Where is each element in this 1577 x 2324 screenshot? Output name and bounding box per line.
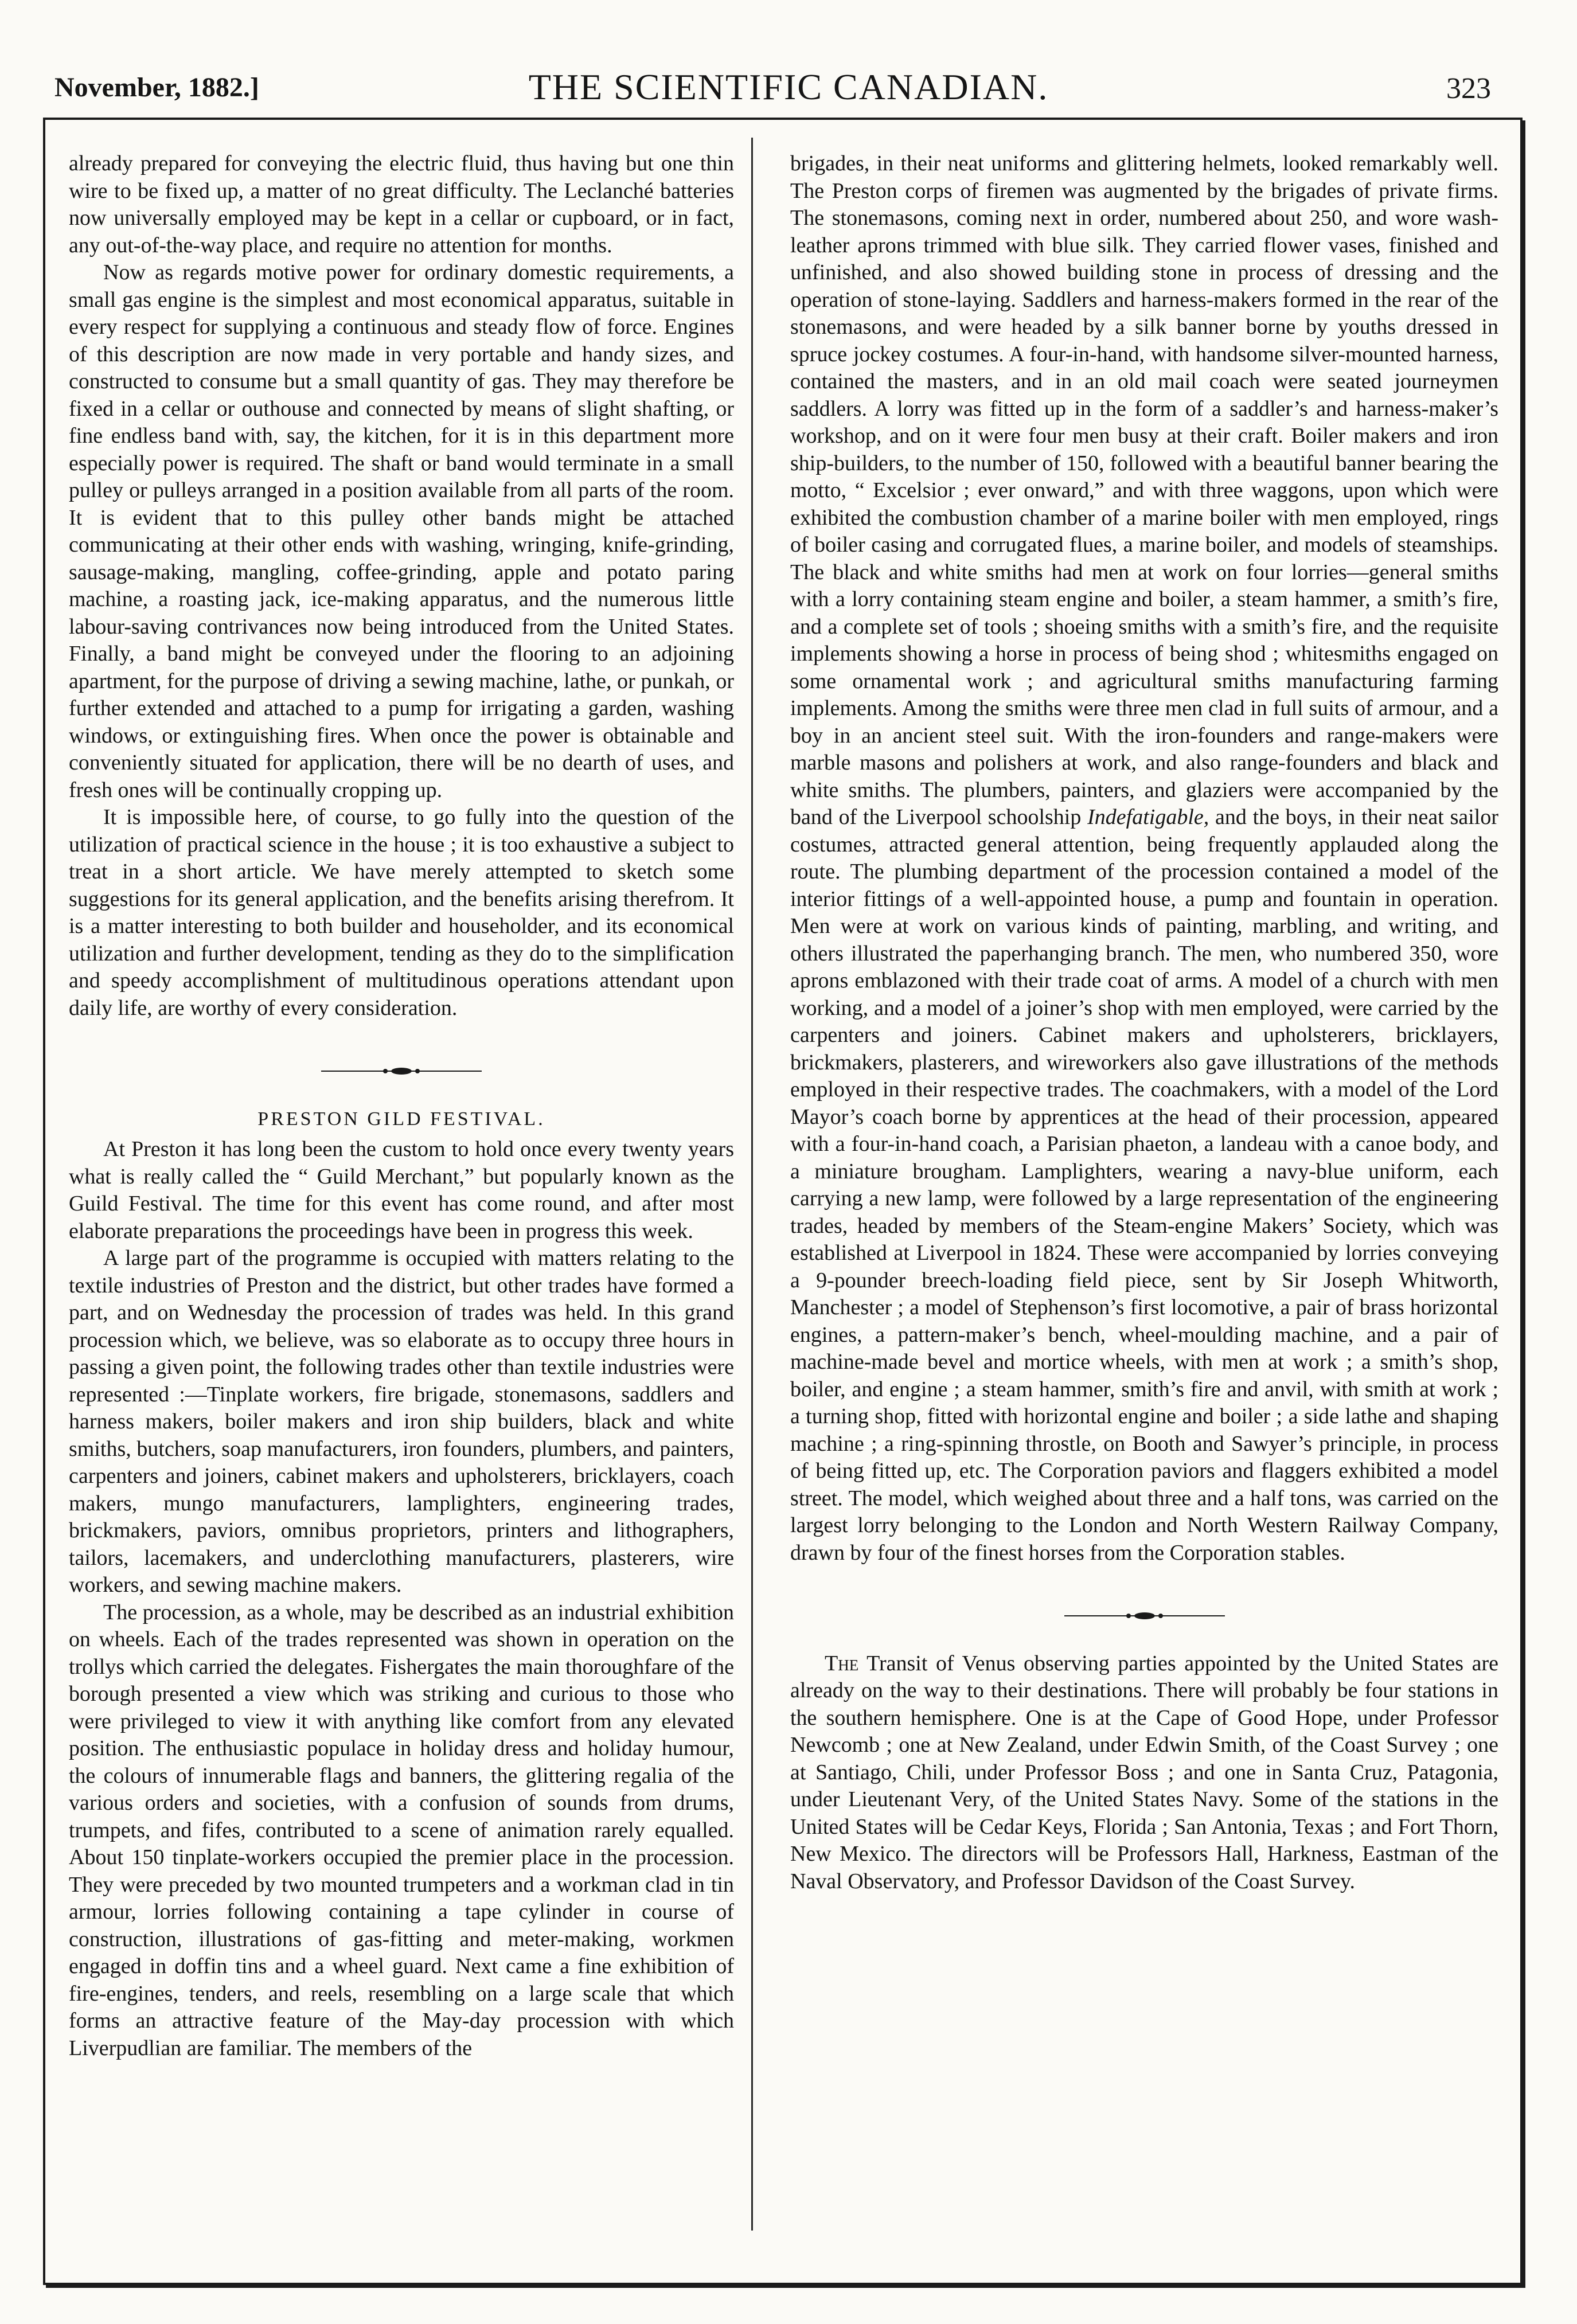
left-column [69,150,734,2062]
article-paragraph: already prepared for conveying the electric fluid, thus having but one thin wire to be fixed up, a matter of no great difficulty. The Leclanché batteries now universally employed may be kept in a cellar or cupboard, or in fact, any out-of-the-way place, and require no attention for months. [69,151,734,257]
section-ornament [69,1055,734,1083]
article-paragraph: At Preston it has long been the custom to hold once every twenty years what is really called the “ Guild Merchant,” but popularly known as the Guild Festival. The time for this event has come round, and after most elaborate preparations the proceedings have been in progress this week. [69,1137,734,1243]
article-paragraph [790,150,1498,1567]
running-head [34,54,1543,112]
news-item-transit-of-venus [790,1650,1498,1896]
section-ornament [790,1600,1498,1627]
article-paragraph: The procession, as a whole, may be described as an industrial exhibition on wheels. Each of the trades represented was shown in operation on the trollys which carried the delegates. Fishergates the main thoroughfare of the borough presented a view which was striking and curious to those who were privileged to view it with anything like comfort from any elevated position. The enthusiastic populace in holiday dress and holiday humour, the colours of innumerable flags and banners, the glittering regalia of the various orders and societies, with a confusion of sounds from drums, trumpets, and fifes, contributed to a scene of animation rarely equalled. About 150 tinplate-workers occupied the premier place in the procession. They were preceded by two mounted trumpeters and a workman clad in tin armour, lorries following containing a tape cylinder in course of construction, illustrations of gas-fitting and meter-making, workmen engaged in doffin tins and a wheel guard. Next came a fine exhibition of fire-engines, tenders, and reels, resembling on a large scale that which forms an attractive feature of the May-day procession with which Liverpudlian are familiar. The members of the [69,1600,734,2060]
column-divider [751,138,753,2231]
ornament-rule-icon [1064,1612,1225,1620]
article-paragraph: Now as regards motive power for ordinary domestic requirements, a small gas engine is the simplest and most economical apparatus, suitable in every respect for supplying a continuous and steady flow of force. Engines of this description are now made in very portable and handy sizes, and constructed to consume but a small quantity of gas. They may therefore be fixed in a cellar or outhouse and connected by means of slight shafting, or fine endless band with, say, the kitchen, for it is in this department more especially power is required. The shaft or band would terminate in a small pulley or pulleys arranged in a position available from all parts of the room. It is evident that to this pulley other bands might be attached communicating at their other ends with washing, wringing, knife-grinding, sausage-making, mangling, coffee-grinding, apple and potato paring machine, a roasting jack, ice-making apparatus, and the numerous little labour-saving contrivances now being introduced from the United States. Finally, a band might be conveyed under the flooring to an adjoining apartment, for the purpose of driving a sewing machine, lathe, or punkah, or further extended and attached to a pump for irrigating a garden, washing windows, or extinguishing fires. When once the power is obtainable and conveniently situated for application, there will be no dearth of uses, and fresh ones will be continually cropping up. [69,260,734,802]
article-paragraph: A large part of the programme is occupied with matters relating to the textile industries of Preston and the district, but other trades have formed a part, and on Wednesday the procession of trades was held. In this grand procession which, we believe, was so elaborate as to occupy three hours in passing a given point, the following trades other than textile industries were represented :—Tinplate workers, fire brigade, stonemasons, saddlers and harness makers, boiler makers and iron ship builders, black and white smiths, butchers, soap manufacturers, iron founders, plumbers, and painters, carpenters and joiners, cabinet makers and upholsterers, bricklayers, coach makers, mungo manufacturers, lamplighters, engineering trades, brickmakers, paviors, omnibus proprietors, printers and lithographers, tailors, lacemakers, and underclothing manufacturers, plasterers, wire workers, and sewing machine makers. [69,1246,734,1597]
lead-word: The [825,1651,859,1675]
article-title: PRESTON GILD FESTIVAL. [257,1108,545,1130]
article-paragraph: It is impossible here, of course, to go fully into the question of the utilization of practical science in the house ; it is too exhaustive a subject to treat in a short article. We have merely attempted to sketch some suggestions for its general application, and the benefits arising therefrom. It is a matter interesting to both builder and householder, and its economical utilization and further development, tending as they do to the simplification and speedy accomplishment of multitudinous operations attendant upon daily life, are worthy of every consideration. [69,805,734,1020]
issue-date: November, 1882.] [54,72,259,103]
paragraph-text: brigades, in their neat uniforms and glittering helmets, looked remarkably well. The Preston corps of firemen was augmented by the brigades of private firms. The stonemasons, coming next in order, numbered about 250, and wore wash-leather aprons trimmed with blue silk. They carried flower vases, finished and unfinished, and also showed building stone in process of dressing and the operation of stone-laying. Saddlers and harness-makers formed in the rear of the stonemasons, and were headed by a silk banner borne by youths dressed in spruce jockey costumes. A four-in-hand, with handsome silver-mounted harness, contained the masters, and in an old mail coach were seated journeymen saddlers. A lorry was fitted up in the form of a saddler’s and harness-maker’s workshop, and on it were four men busy at their craft. Boiler makers and iron ship-builders, to the number of 150, followed with a beautiful banner bearing the motto, “ Excelsior ; ever onward,” and with three waggons, upon which were exhibited the combustion chamber of a marine boiler with men employed, rings of boiler casing and corrugated flues, a marine boiler, and models of steamships. The black and white smiths had men at work on four lorries—general smiths with a lorry containing steam engine and boiler, a steam hammer, a smith’s fire, and a complete set of tools ; shoeing smiths with a smith’s fire, and the requisite implements showing a horse in process of being shod ; whitesmiths engaged on some ornamental work ; and agricultural smiths manufacturing farming implements. Among the smiths were three men clad in full suits of armour, and a boy in an ancient steel suit. With the iron-founders and range-makers were marble masons and polishers at work, and also range-founders and black and white smiths. The plumbers, painters, and glaziers were accompanied by the band of the Liverpool schoolship [790,151,1498,829]
ship-name: Indefatigable, [1087,805,1209,829]
right-column [790,150,1498,1895]
ornament-rule-icon [321,1067,482,1075]
journal-title: THE SCIENTIFIC CANADIAN. [528,67,1049,107]
paragraph-text: and the boys, in their neat sailor costumes, attracted general attention, being frequently applauded along the route. The plumbing department of the procession contained a model of the interior fittings of a well-appointed house, a pump and fountain in operation. Men were at work on various kinds of painting, marbling, and writing, and others illustrated the paperhanging branch. The men, who numbered 350, wore aprons emblazoned with their trade coat of arms. A model of a church with men working, and a model of a joiner’s shop with men employed, were carried by the carpenters and joiners. Cabinet makers and upholsterers, bricklayers, brickmakers, plasterers, and wireworkers also gave illustrations of the methods employed in their respective trades. The coachmakers, with a model of the Lord Mayor’s coach borne by apprentices at the head of their procession, appeared with a four-in-hand coach, a Parisian phaeton, a landeau with a canoe body, and a miniature brougham. Lamplighters, wearing a navy-blue uniform, each carrying a new lamp, were followed by a large representation of the engineering trades, headed by members of the Steam-engine Makers’ Society, which was established at Liverpool in 1824. These were accompanied by lorries conveying a 9-pounder breech-loading field piece, sent by Sir Joseph Whitworth, Manchester ; a model of Stephenson’s first locomotive, a pair of brass horizontal engines, a pattern-maker’s bench, wheel-moulding machine, and a pair of machine-made bevel and mortice wheels, with men at work ; a smith’s shop, boiler, and engine ; a steam hammer, smith’s fire and anvil, with smith at work ; a turning shop, fitted with horizontal engine and boiler ; a side lathe and shaping machine ; a ring-spinning throstle, on Booth and Sawyer’s principle, in process of being fitted up, etc. The Corporation paviors and flaggers exhibited a model street. The model, which weighed about three and a half tons, was carried on the largest lorry belonging to the London and North Western Railway Company, drawn by four of the finest horses from the Corporation stables. [790,805,1499,1565]
paragraph-text: Transit of Venus observing parties appointed by the United States are already on the way to their destinations. There will probably be four stations in the southern hemisphere. One is at the Cape of Good Hope, under Professor Newcomb ; one at New Zealand, under Edwin Smith, of the Coast Survey ; one at Santiago, Chili, under Professor Boss ; and one in Santa Cruz, Patagonia, under Lieutenant Very, of the United States Navy. Some of the stations in the United States will be Cedar Keys, Florida ; San Antonia, Texas ; and Fort Thorn, New Mexico. The directors will be Professors Hall, Harkness, Eastman of the Naval Observatory, and Professor Davidson of the Coast Survey. [790,1651,1498,1893]
page-number: 323 [1446,72,1491,105]
